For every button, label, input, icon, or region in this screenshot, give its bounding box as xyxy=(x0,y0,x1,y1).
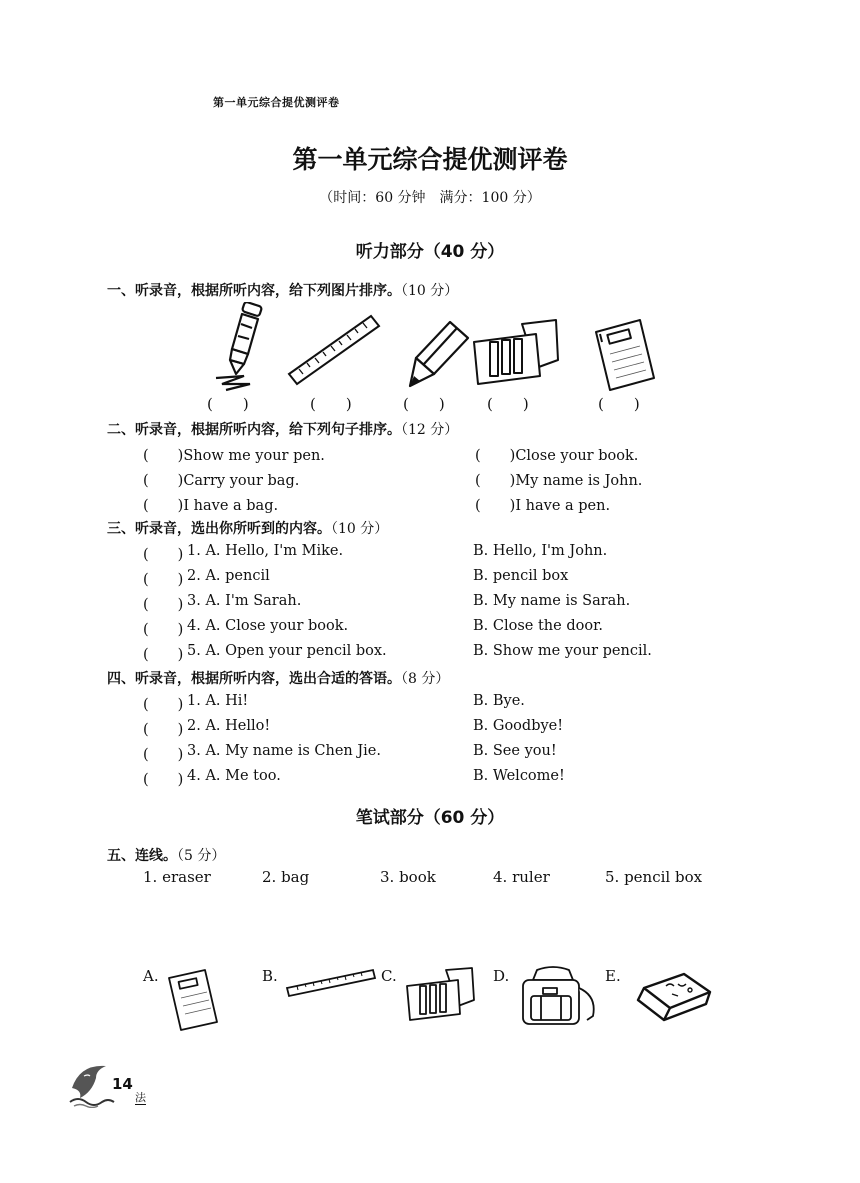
q2-item: ( )I have a bag. xyxy=(143,498,279,514)
q1-heading xyxy=(107,280,458,300)
q4-points: （8 分） xyxy=(401,671,450,687)
q5-option-label-e: E. xyxy=(605,967,621,985)
q1-title: 一、听录音，根据所听内容，给下列图片排序。 xyxy=(107,283,401,299)
q2-item: ( )Show me your pen. xyxy=(143,448,325,464)
q3-option-b: B. My name is Sarah. xyxy=(473,593,631,609)
pencil-icon xyxy=(402,318,472,390)
q3-title: 三、听录音，选出你所听到的内容。 xyxy=(107,521,331,537)
q5-word-4: 4. ruler xyxy=(493,868,550,886)
q5-word-2: 2. bag xyxy=(262,868,310,886)
exam-time-info: （时间：60 分钟 满分：100 分） xyxy=(319,190,541,206)
ruler-icon xyxy=(285,312,383,386)
q1-points: （10 分） xyxy=(401,283,459,299)
q4-option-b: B. Goodbye! xyxy=(473,718,564,734)
q1-blank-5[interactable]: ( ) xyxy=(598,395,640,413)
q5-title: 五、连线。 xyxy=(107,848,177,864)
q5-option-label-d: D. xyxy=(493,967,510,985)
q4-option-a: 2. A. Hello! xyxy=(187,718,271,734)
writing-part-heading: 笔试部分（60 分） xyxy=(355,808,505,828)
q5-option-label-a: A. xyxy=(143,967,159,985)
q5-option-label-b: B. xyxy=(262,967,278,985)
q4-option-b: B. Welcome! xyxy=(473,768,565,784)
q4-answer-paren[interactable]: ( ) xyxy=(143,747,184,763)
eraser-icon xyxy=(634,970,714,1022)
q4-answer-paren[interactable]: ( ) xyxy=(143,722,184,738)
q2-title: 二、听录音，根据所听内容，给下列句子排序。 xyxy=(107,422,401,438)
q1-blank-4[interactable]: ( ) xyxy=(487,395,529,413)
ruler-icon xyxy=(285,966,377,1000)
book-icon xyxy=(165,968,221,1032)
q3-answer-paren[interactable]: ( ) xyxy=(143,572,184,588)
q2-points: （12 分） xyxy=(401,422,459,438)
q2-heading xyxy=(107,419,458,439)
q1-blank-1[interactable]: ( ) xyxy=(207,395,249,413)
q3-option-a: 3. A. I'm Sarah. xyxy=(187,593,302,609)
q5-word-1: 1. eraser xyxy=(143,868,211,886)
q2-item: ( )I have a pen. xyxy=(475,498,611,514)
q2-item: ( )Close your book. xyxy=(475,448,639,464)
q3-answer-paren[interactable]: ( ) xyxy=(143,597,184,613)
q4-option-a: 4. A. Me too. xyxy=(187,768,281,784)
q3-option-a: 5. A. Open your pencil box. xyxy=(187,643,387,659)
bag-icon xyxy=(517,966,601,1030)
running-header: 第一单元综合提优测评卷 xyxy=(213,96,340,109)
publisher-mark: 法 xyxy=(135,1091,146,1104)
q3-answer-paren[interactable]: ( ) xyxy=(143,647,184,663)
q2-item: ( )My name is John. xyxy=(475,473,643,489)
q3-answer-paren[interactable]: ( ) xyxy=(143,547,184,563)
q5-word-5: 5. pencil box xyxy=(605,868,703,886)
q3-points: （10 分） xyxy=(331,521,389,537)
q3-option-b: B. pencil box xyxy=(473,568,569,584)
q5-word-3: 3. book xyxy=(380,868,436,886)
q4-answer-paren[interactable]: ( ) xyxy=(143,697,184,713)
q3-option-b: B. Show me your pencil. xyxy=(473,643,652,659)
q4-heading xyxy=(107,668,449,688)
q4-option-b: B. Bye. xyxy=(473,693,525,709)
q3-option-a: 2. A. pencil xyxy=(187,568,270,584)
q3-answer-paren[interactable]: ( ) xyxy=(143,622,184,638)
q1-blank-3[interactable]: ( ) xyxy=(403,395,445,413)
q5-points: （5 分） xyxy=(177,848,226,864)
q4-answer-paren[interactable]: ( ) xyxy=(143,772,184,788)
q4-option-a: 1. A. Hi! xyxy=(187,693,249,709)
q4-option-a: 3. A. My name is Chen Jie. xyxy=(187,743,381,759)
q3-option-a: 1. A. Hello, I'm Mike. xyxy=(187,543,344,559)
q3-option-a: 4. A. Close your book. xyxy=(187,618,349,634)
q4-option-b: B. See you! xyxy=(473,743,557,759)
q1-blank-2[interactable]: ( ) xyxy=(310,395,352,413)
book-icon xyxy=(588,318,658,392)
page-number: 14 xyxy=(112,1075,133,1093)
q5-option-label-c: C. xyxy=(381,967,397,985)
dolphin-logo-icon xyxy=(66,1058,116,1108)
marker-icon xyxy=(210,302,270,394)
q3-option-b: B. Hello, I'm John. xyxy=(473,543,608,559)
q2-item: ( )Carry your bag. xyxy=(143,473,300,489)
q5-heading xyxy=(107,845,225,865)
q3-heading xyxy=(107,518,388,538)
page-title: 第一单元综合提优测评卷 xyxy=(292,145,568,174)
q3-option-b: B. Close the door. xyxy=(473,618,604,634)
q4-title: 四、听录音，根据所听内容，选出合适的答语。 xyxy=(107,671,401,687)
pencil-box-icon xyxy=(404,966,476,1024)
listening-part-heading: 听力部分（40 分） xyxy=(355,242,505,262)
pencil-box-icon xyxy=(470,318,560,388)
